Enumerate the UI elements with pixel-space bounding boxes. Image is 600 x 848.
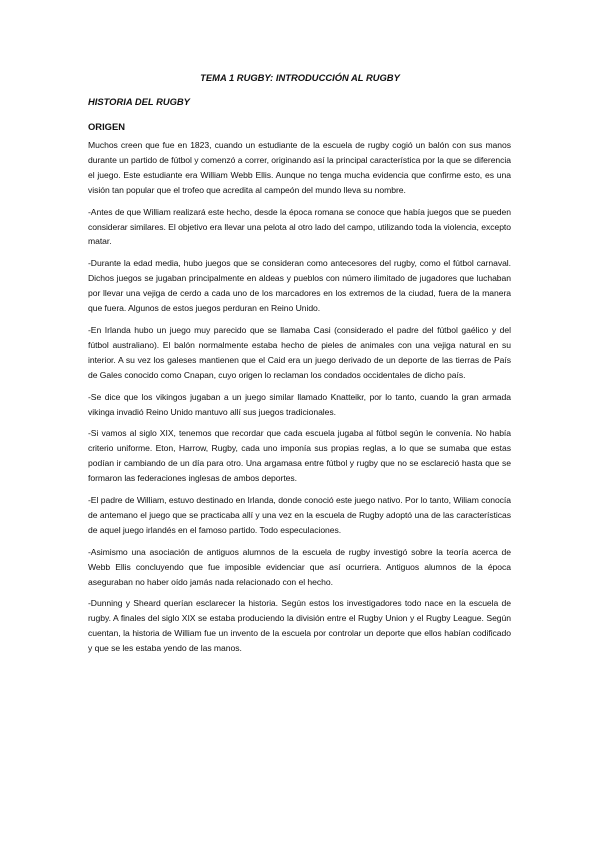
section-heading: HISTORIA DEL RUGBY — [88, 96, 190, 107]
paragraph: -Antes de que William realizará este hecho, desde la época romana se conoce que había juegos que se pueden considerar similares. El objetivo era llevar una pelota al otro lado del campo, utilizando toda la violencia, excepto matar. — [88, 206, 511, 247]
paragraph: Muchos creen que fue en 1823, cuando un estudiante de la escuela de rugby cogió un balón con sus manos durante un partido de fútbol y comenzó a correr, originando así la principal característica por la que se diferencia el juego. Este estudiante era William Webb Ellis. Aunque no tenga mucha evidencia que confirme esto, es una visión tan popular que el trofeo que acredita al campeón del mundo lleva su nombre. — [88, 140, 511, 195]
paragraph: -Se dice que los vikingos jugaban a un juego similar llamado Knatteikr, por lo tanto, cuando la gran armada vikinga invadió Reino Unido mantuvo allí sus juegos tradicionales. — [88, 391, 511, 417]
paragraph: -En Irlanda hubo un juego muy parecido que se llamaba Casi (considerado el padre del fútbol gaélico y del fútbol australiano). El balón normalmente estaba hecho de pieles de animales con una vejiga natural en su interior. A su vez los galeses mantienen que el Caid era un juego derivado de un deporte de las tierras de País de Gales conocido como Cnapan, cuyo origen lo reclaman los condados occidentales de dicho país. — [88, 324, 511, 380]
paragraph: -Durante la edad media, hubo juegos que se consideran como antecesores del rugby, como el fútbol carnaval. Dichos juegos se jugaban principalmente en aldeas y pueblos con número ilimitado de jugadores que luchaban por llevar una vejiga de cerdo a cada uno de los marcadores en los extremos de la ciudad, fuera de la manera que fuera. Algunos de estos juegos perduran en Reino Unido. — [88, 258, 511, 314]
paragraph: -Si vamos al siglo XIX, tenemos que recordar que cada escuela jugaba al fútbol según le convenía. No había criterio uniforme. Eton, Harrow, Rugby, cada uno imponía sus propias reglas, a lo que se sumaba que estas podían ir cambiando de un día para otro. Una argamasa entre fútbol y rugby que no se esclareció hasta que se formaron las federaciones inglesas de ambos deportes. — [88, 428, 511, 484]
paragraph: -Dunning y Sheard querían esclarecer la historia. Según estos los investigadores todo nace en la escuela de rugby. A finales del siglo XIX se estaba produciendo la división entre el Rugby Union y el Rugby League. Según cuentan, la historia de William fue un invento de la escuela por controlar un deporte que ellos habían codificado y que se les estaba yendo de las manos. — [88, 598, 511, 654]
paragraph: -Asimismo una asociación de antiguos alumnos de la escuela de rugby investigó sobre la teoría acerca de Webb Ellis concluyendo que fue imposible evidenciar que así ocurriera. Antiguos alumnos de la época aseguraban no haber oído jamás nada relacionado con el hecho. — [88, 546, 511, 587]
body-text — [88, 138, 511, 663]
subsection-heading: ORIGEN — [88, 121, 125, 132]
document-title: TEMA 1 RUGBY: INTRODUCCIÓN AL RUGBY — [200, 72, 400, 83]
paragraph: -El padre de William, estuvo destinado en Irlanda, donde conoció este juego nativo. Por lo tanto, Wiliam conocía de antemano el juego que se practicaba allí y una vez en la escuela de Rugby adoptó una de las características de aquel juego irlandés en el famoso partido. Todo especulaciones. — [88, 495, 511, 535]
